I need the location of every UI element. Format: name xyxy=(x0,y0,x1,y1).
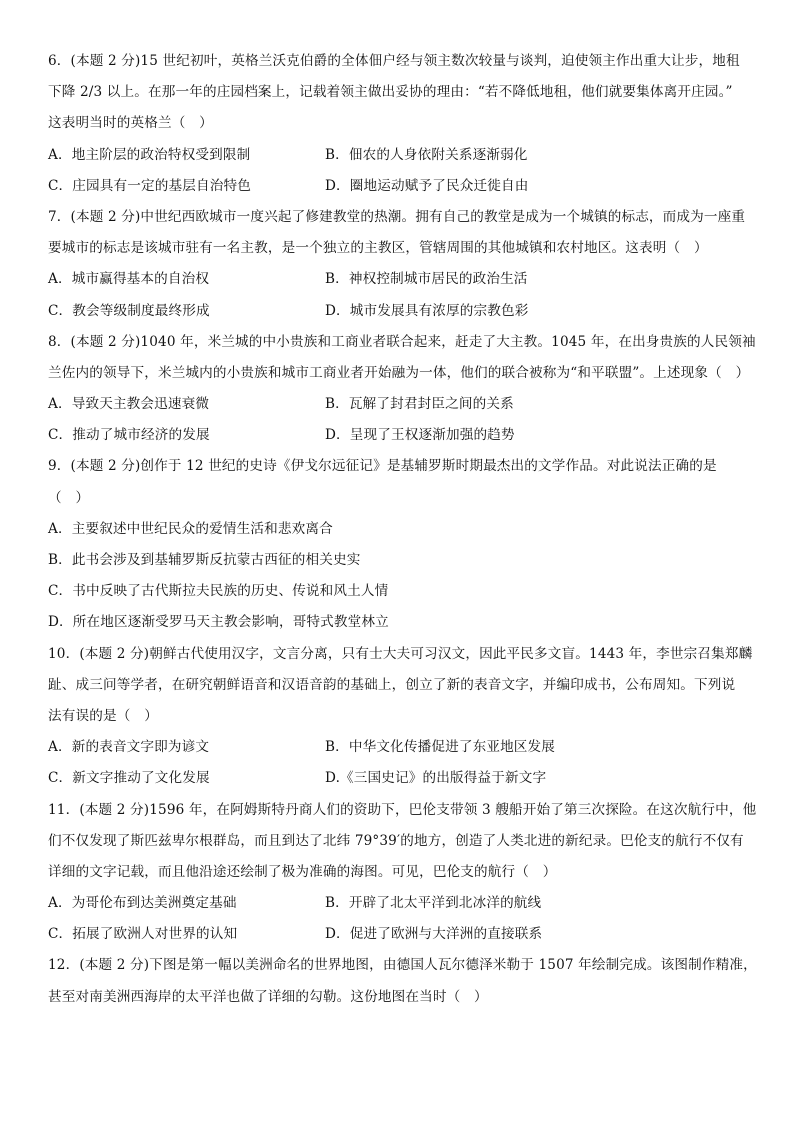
question-11-option-a[interactable]: A．为哥伦布到达美洲奠定基础 xyxy=(48,895,237,912)
question-11-options-row-2 xyxy=(48,919,758,950)
question-6-options-row-2 xyxy=(48,171,758,202)
question-6-stem-line-2: 下降 2/3 以上。在那一年的庄园档案上，记载着领主做出妥协的理由：“若不降低地租，他们就要集体离开庄园。” xyxy=(48,84,733,101)
question-12-stem-line-2: 甚至对南美洲西海岸的太平洋也做了详细的勾勒。这份地图在当时（ ） xyxy=(48,988,488,1005)
question-6-option-a[interactable]: A．地主阶层的政治特权受到限制 xyxy=(48,146,251,163)
question-7-options-row-2 xyxy=(48,296,758,327)
question-6 xyxy=(48,46,758,202)
question-7-stem-line-2: 要城市的标志是该城市驻有一名主教，是一个独立的主教区，管辖周围的其他城镇和农村地区。这表明（ ） xyxy=(48,240,708,257)
question-12 xyxy=(48,950,758,1012)
question-8-option-a[interactable]: A．导致天主教会迅速衰微 xyxy=(48,396,210,413)
question-11-option-b[interactable]: B．开辟了北太平洋到北冰洋的航线 xyxy=(325,895,542,912)
question-8-options-row-1 xyxy=(48,389,758,420)
question-10-stem-line-1: 10．(本题 2 分)朝鲜古代使用汉字，文言分离，只有士大夫可习汉文，因此平民多文盲。1443 年，李世宗召集郑麟 xyxy=(48,645,753,662)
question-11-options-row-1 xyxy=(48,888,758,919)
question-6-stem-line-3: 这表明当时的英格兰（ ） xyxy=(48,115,213,132)
exam-page xyxy=(48,46,758,1013)
question-10-stem-line-2: 趾、成三问等学者，在研究朝鲜语音和汉语音韵的基础上，创立了新的表音文字，并编印成书，公布周知。下列说 xyxy=(48,676,736,693)
question-10-option-d[interactable]: D.《三国史记》的出版得益于新文字 xyxy=(325,770,547,787)
question-7-options-row-1 xyxy=(48,264,758,295)
question-6-option-d[interactable]: D．圈地运动赋予了民众迁徙自由 xyxy=(325,177,529,194)
question-8 xyxy=(48,327,758,452)
question-12-stem-line-1: 12．(本题 2 分)下图是第一幅以美洲命名的世界地图，由德国人瓦尔德泽米勒于 1507 年绘制完成。该图制作精准， xyxy=(48,957,757,974)
question-11-option-d[interactable]: D．促进了欧洲与大洋洲的直接联系 xyxy=(325,926,543,943)
question-9-option-a[interactable]: A．主要叙述中世纪民众的爱情生活和悲欢离合 xyxy=(48,520,333,537)
question-8-stem-line-2: 兰佐内的领导下，米兰城内的小贵族和城市工商业者开始融为一体，他们的联合被称为“和平联盟”。上述现象（ ） xyxy=(48,364,750,381)
question-11-option-c[interactable]: C．拓展了欧洲人对世界的认知 xyxy=(48,926,238,943)
question-7-option-b[interactable]: B．神权控制城市居民的政治生活 xyxy=(325,271,528,288)
question-9-stem-line-1: 9．(本题 2 分)创作于 12 世纪的史诗《伊戈尔远征记》是基辅罗斯时期最杰出的文学作品。对此说法正确的是 xyxy=(48,458,717,475)
question-9-option-d[interactable]: D．所在地区逐渐受罗马天主教会影响，哥特式教堂林立 xyxy=(48,614,389,631)
question-9-option-b[interactable]: B．此书会涉及到基辅罗斯反抗蒙古西征的相关史实 xyxy=(48,552,361,568)
question-10-options-row-1 xyxy=(48,732,758,763)
question-10-option-a[interactable]: A．新的表音文字即为谚文 xyxy=(48,739,210,756)
question-9-stem-line-2: （ ） xyxy=(48,489,90,506)
question-7-option-d[interactable]: D．城市发展具有浓厚的宗教色彩 xyxy=(325,302,529,319)
question-8-option-b[interactable]: B．瓦解了封君封臣之间的关系 xyxy=(325,396,514,413)
question-7-option-c[interactable]: C．教会等级制度最终形成 xyxy=(48,302,210,319)
question-11 xyxy=(48,795,758,951)
question-10-option-b[interactable]: B．中华文化传播促进了东亚地区发展 xyxy=(325,739,556,756)
question-6-stem-line-1: 6．(本题 2 分)15 世纪初叶，英格兰沃克伯爵的全体佃户经与领主数次较量与谈判，迫使领主作出重大让步，地租 xyxy=(48,53,740,69)
question-10 xyxy=(48,639,758,795)
question-11-stem-line-2: 们不仅发现了斯匹兹卑尔根群岛，而且到达了北纬 79°39′的地方，创造了人类北进的新纪录。巴伦支的航行不仅有 xyxy=(48,832,744,849)
question-8-option-c[interactable]: C．推动了城市经济的发展 xyxy=(48,427,210,444)
question-6-option-b[interactable]: B．佃农的人身依附关系逐渐弱化 xyxy=(325,146,528,163)
question-11-stem-line-3: 详细的文字记载，而且他沿途还绘制了极为准确的海图。可见，巴伦支的航行（ ） xyxy=(48,863,557,880)
question-8-options-row-2 xyxy=(48,420,758,451)
question-11-stem-line-1: 11．(本题 2 分)1596 年，在阿姆斯特丹商人们的资助下，巴伦支带领 3 艘船开始了第三次探险。在这次航行中，他 xyxy=(48,801,757,818)
question-7-stem-line-1: 7．(本题 2 分)中世纪西欧城市一度兴起了修建教堂的热潮。拥有自己的教堂是成为一个城镇的标志，而成为一座重 xyxy=(48,208,746,225)
question-6-option-c[interactable]: C．庄园具有一定的基层自治特色 xyxy=(48,177,251,194)
question-7-option-a[interactable]: A．城市赢得基本的自治权 xyxy=(48,271,210,288)
question-7 xyxy=(48,202,758,327)
question-10-options-row-2 xyxy=(48,763,758,794)
question-8-option-d[interactable]: D．呈现了王权逐渐加强的趋势 xyxy=(325,427,515,444)
question-9-option-c[interactable]: C．书中反映了古代斯拉夫民族的历史、传说和风土人情 xyxy=(48,583,389,600)
question-6-options-row-1 xyxy=(48,140,758,171)
question-9 xyxy=(48,451,758,638)
question-8-stem-line-1: 8．(本题 2 分)1040 年，米兰城的中小贵族和工商业者联合起来，赶走了大主教。1045 年，在出身贵族的人民领袖 xyxy=(48,333,756,350)
question-10-stem-line-3: 法有误的是（ ） xyxy=(48,707,158,724)
question-10-option-c[interactable]: C．新文字推动了文化发展 xyxy=(48,770,210,787)
